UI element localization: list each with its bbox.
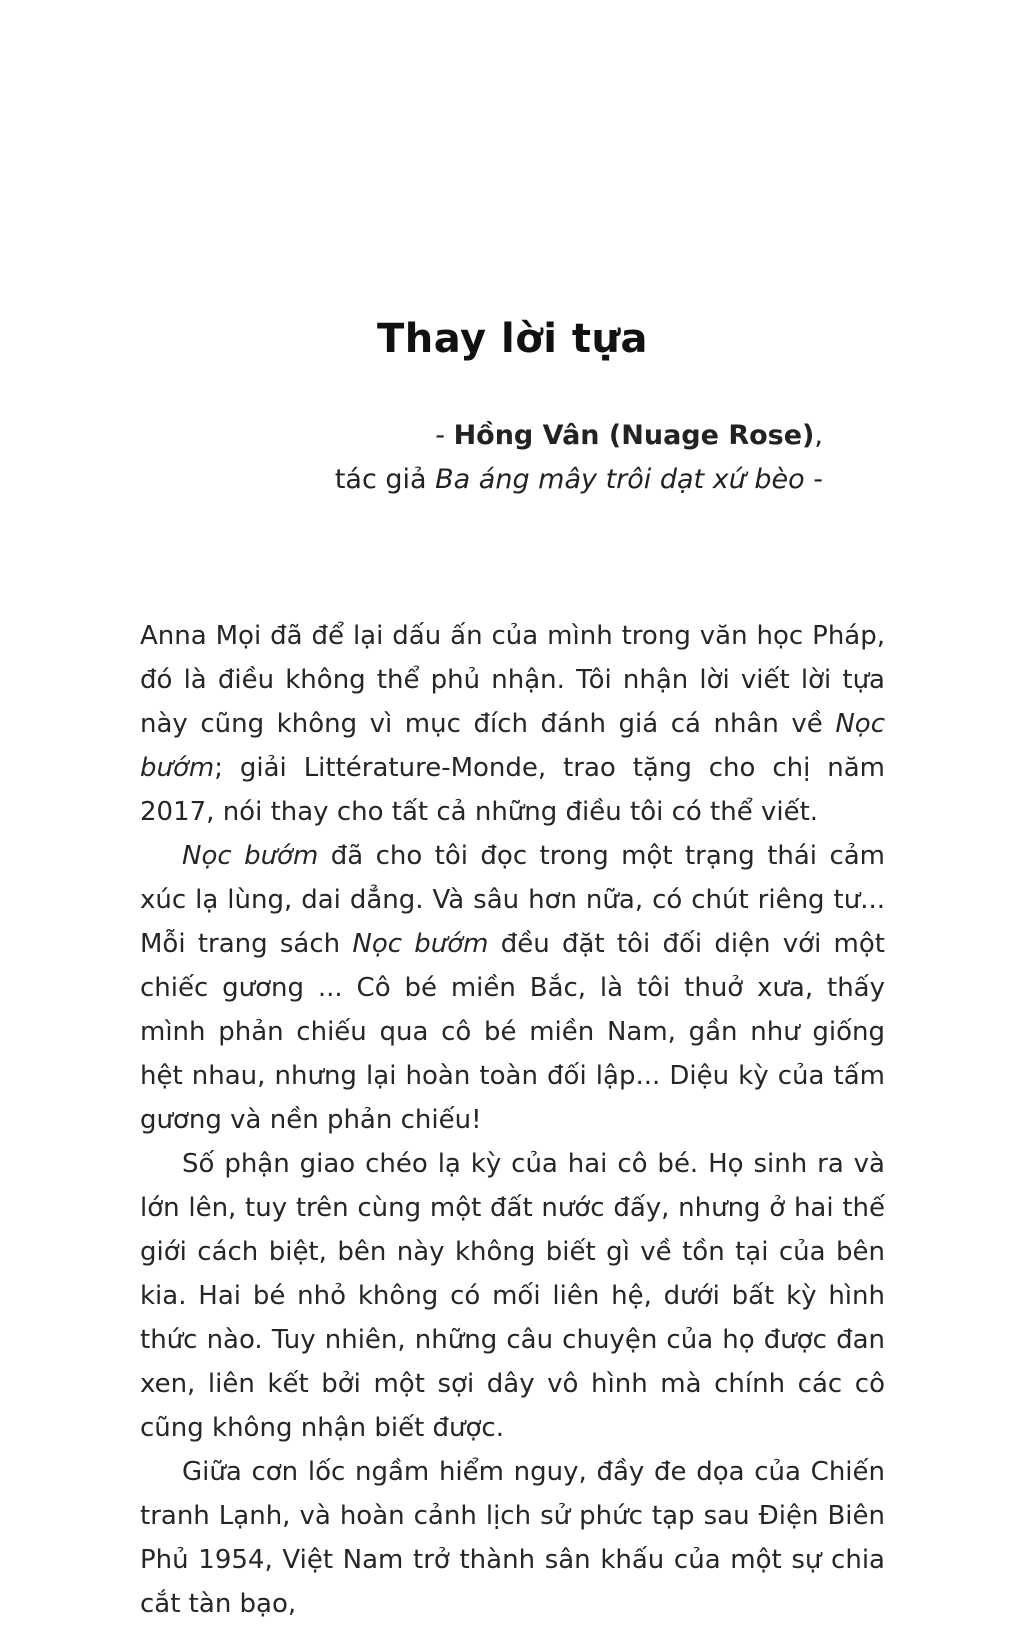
- paragraph-text: Anna Mọi đã để lại dấu ấn của mình trong văn học Pháp, đó là điều không thể phủ nhận. Tôi nhận lời viết lời tựa này cũng không vì mục đích đánh giá cá nhân về: [140, 621, 885, 739]
- paragraph: [140, 834, 885, 1142]
- attribution-comma: ,: [814, 420, 823, 451]
- author-name: Hồng Vân (Nuage Rose): [453, 420, 815, 451]
- paragraph: [140, 1142, 885, 1450]
- page-title: Thay lời tựa: [377, 316, 648, 362]
- paragraph-text: đều đặt tôi đối diện với một chiếc gương ... Cô bé miền Bắc, là tôi thuở xưa, thấy mình phản chiếu qua cô bé miền Nam, gần như giống hệt nhau, nhưng lại hoàn toàn đối lập... Diệu kỳ của tấm gương và nền phản chiếu!: [140, 929, 885, 1135]
- paragraph: [140, 614, 885, 834]
- attribution-dash: -: [435, 420, 454, 451]
- paragraph-text: Số phận giao chéo lạ kỳ của hai cô bé. Họ sinh ra và lớn lên, tuy trên cùng một đất nước đấy, nhưng ở hai thế giới cách biệt, bên này không biết gì về tồn tại của bên kia. Hai bé nhỏ không có mối liên hệ, dưới bất kỳ hình thức nào. Tuy nhiên, những câu chuyện của họ được đan xen, liên kết bởi một sợi dây vô hình mà chính các cô cũng không nhận biết được.: [140, 1149, 885, 1443]
- attribution-role: tác giả: [334, 464, 436, 495]
- attribution-author-line: [140, 414, 823, 458]
- attribution-dash-end: -: [804, 464, 823, 495]
- paragraph-text: Giữa cơn lốc ngầm hiểm nguy, đầy đe dọa của Chiến tranh Lạnh, và hoàn cảnh lịch sử phức tạp sau Điện Biên Phủ 1954, Việt Nam trở thành sân khấu của một sự chia cắt tàn bạo,: [140, 1457, 885, 1619]
- body-text: [140, 614, 885, 1626]
- paragraph-text: ; giải Littérature-Monde, trao tặng cho chị năm 2017, nói thay cho tất cả những điều tôi có thể viết.: [140, 753, 885, 827]
- book-title: Ba áng mây trôi dạt xứ bèo: [435, 464, 805, 495]
- book-title-inline: Nọc bướm: [140, 709, 885, 783]
- attribution-book-line: [140, 458, 823, 502]
- book-title-inline: Nọc bướm: [182, 841, 319, 871]
- paragraph: [140, 1450, 885, 1626]
- attribution: [140, 414, 885, 502]
- book-title-inline: Nọc bướm: [352, 929, 489, 959]
- paragraph-text: đã cho tôi đọc trong một trạng thái cảm xúc lạ lùng, dai dẳng. Và sâu hơn nữa, có chút riêng tư... Mỗi trang sách: [140, 841, 886, 959]
